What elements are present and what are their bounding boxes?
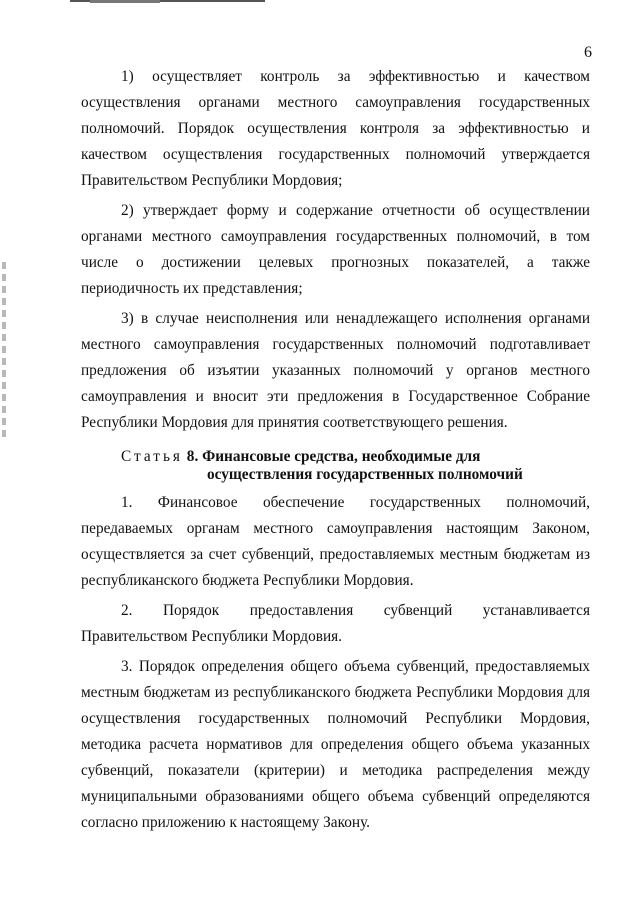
paragraph-reporting: 2) утверждает форму и содержание отчетности об осуществлении органами местного самоуправления государственных полномочий, в том числе о достижении целевых прогнозных показателей, а также периодичность их представления; xyxy=(81,202,590,297)
paragraph-subvention-methodology: 3. Порядок определения общего объема субвенций, предоставляемых местным бюджетам из республиканского бюджета Республики Мордовия для осуществления государственных полномочий Республики Мордовия, методика расчета нормативов для определения общего объема указанных субвенций, показатели (критерии) и методика распределения между муниципальными образованиями общего объема субвенций определяются согласно приложению к настоящему Закону. xyxy=(81,658,590,831)
article-title-line2: осуществления государственных полномочий xyxy=(207,466,523,483)
article-label: Статья xyxy=(121,448,183,465)
article-title-line1: Финансовые средства, необходимые для xyxy=(202,448,481,465)
scan-artifact-line xyxy=(90,0,160,3)
paragraph-financing: 1. Финансовое обеспечение государственных полномочий, передаваемых органам местного самоуправления настоящим Законом, осуществляется за счет субвенций, предоставляемых местным бюджетам из республиканского бюджета Республики Мордовия. xyxy=(81,494,590,589)
paragraph-control: 1) осуществляет контроль за эффективностью и качеством осуществления органами местного самоуправления государственных полномочий. Порядок осуществления контроля за эффективностью и качеством осуществления государственных полномочий утверждается Правительством Республики Мордовия; xyxy=(81,68,590,189)
page-number: 6 xyxy=(584,44,592,61)
document-body xyxy=(81,64,590,840)
scan-binding-marks xyxy=(2,262,6,437)
paragraph-withdrawal: 3) в случае неисполнения или ненадлежащего исполнения органами местного самоуправления государственных полномочий подготавливает предложения об изъятии указанных полномочий у органов местного самоуправления и вносит эти предложения в Государственное Собрание Республики Мордовия для принятия соответствующего решения. xyxy=(81,310,590,431)
paragraph-subvention-procedure: 2. Порядок предоставления субвенций устанавливается Правительством Республики Мордовия. xyxy=(81,602,590,645)
article-number: 8. xyxy=(186,448,199,465)
article-heading xyxy=(81,448,590,484)
